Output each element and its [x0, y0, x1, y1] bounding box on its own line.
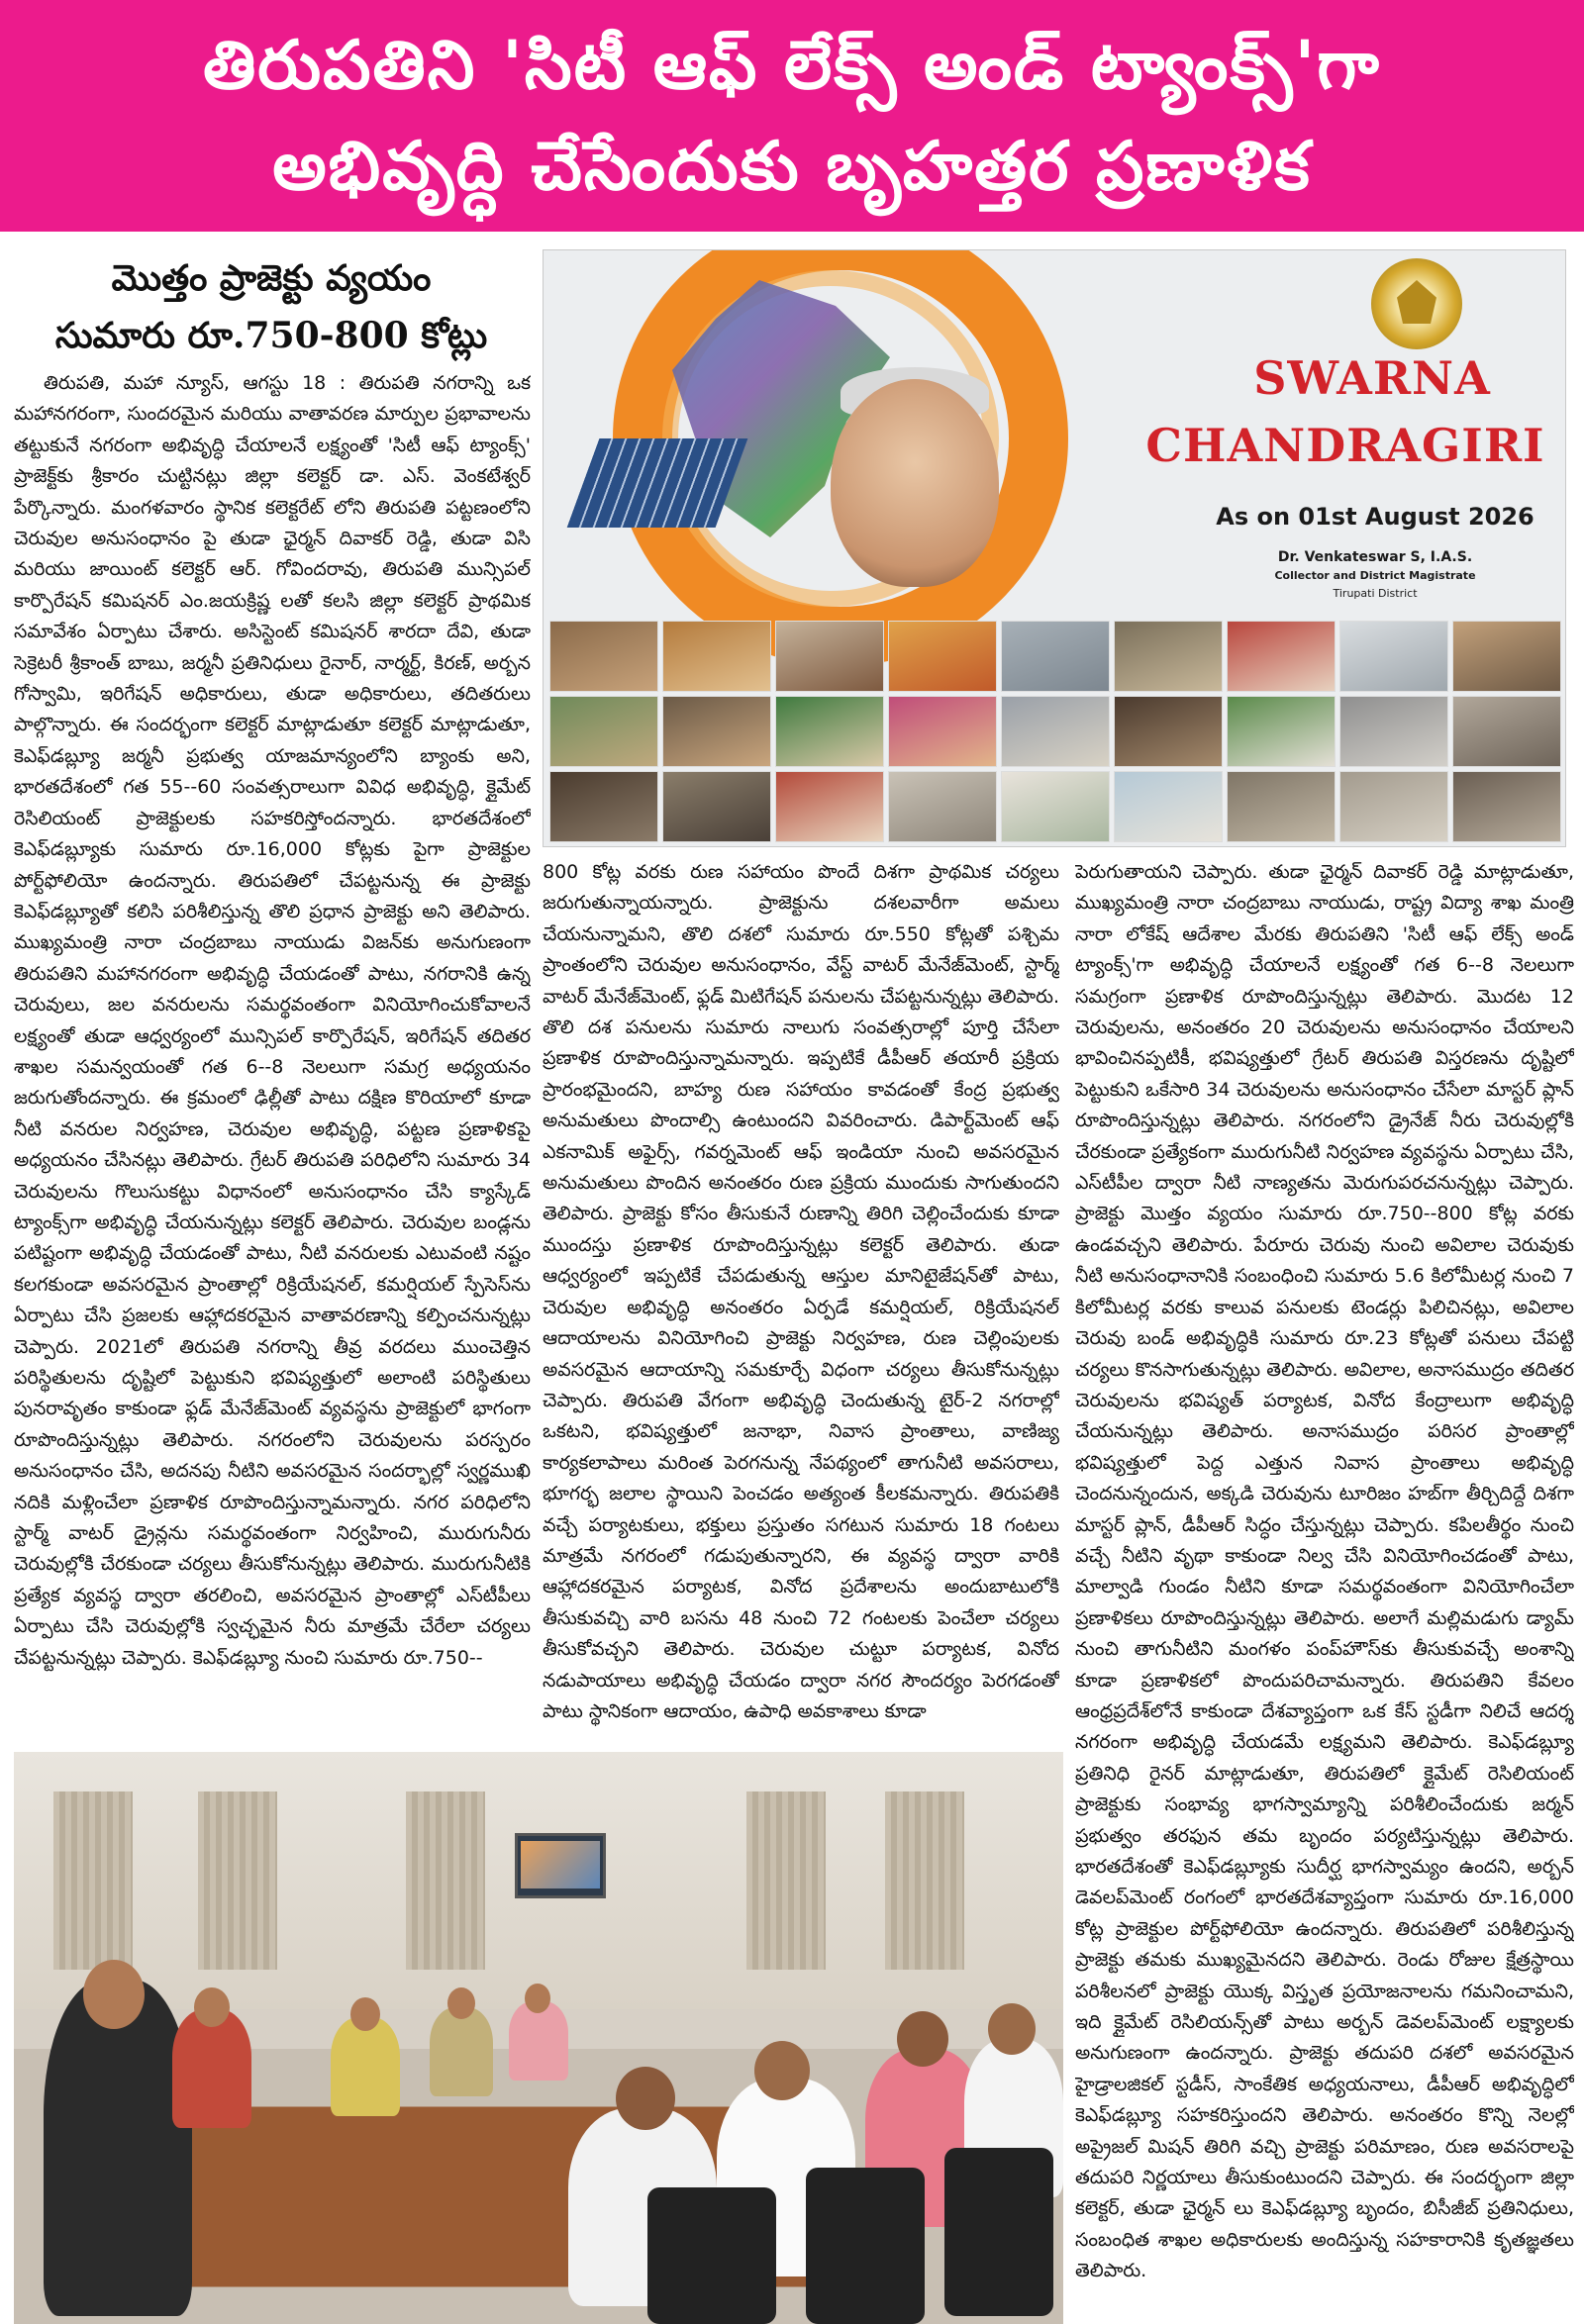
meeting-photo — [14, 1752, 1063, 2324]
person-head — [754, 2041, 810, 2100]
collage-photo — [1227, 696, 1336, 767]
curtain — [198, 1791, 277, 1970]
subheadline — [14, 249, 529, 364]
screen-content — [521, 1841, 600, 1888]
article-text-2: 800 కోట్ల వరకు రుణ సహాయం పొందే దిశగా ప్రాథమిక చర్యలు జరుగుతున్నాయన్నారు. ప్రాజెక్టును దశలవారీగా అమలు చేయనున్నామని, తొలి దశలో సుమారు రూ.550 కోట్లతో పశ్చిమ ప్రాంతంలోని చెరువుల అనుసంధానం, వేస్ట్ వాటర్ మేనేజ్‌మెంట్, స్టార్మ్ వాటర్ మేనేజ్‌మెంట్, ఫ్లడ్ మిటిగేషన్ పనులను చేపట్టనున్నట్లు తెలిపారు. తొలి దశ పనులను సుమారు నాలుగు సంవత్సరాల్లో పూర్తి చేసేలా ప్రణాళిక రూపొందిస్తున్నామన్నారు. ఇప్పటికే డీపీఆర్ తయారీ ప్రక్రియ ప్రారంభమైందని, బాహ్య రుణ సహాయం కావడంతో కేంద్ర ప్రభుత్వ అనుమతులు పొందాల్సి ఉంటుందని వివరించారు. డిపార్ట్‌మెంట్ ఆఫ్ ఎకనామిక్ అఫైర్స్, గవర్నమెంట్ ఆఫ్ ఇండియా నుంచి అవసరమైన అనుమతులు పొందిన అనంతరం రుణ ప్రక్రియ ముందుకు సాగుతుందని తెలిపారు. ప్రాజెక్టు కోసం తీసుకునే రుణాన్ని తిరిగి చెల్లించేందుకు కూడా ముందస్తు ప్రణాళిక రూపొందిస్తున్నట్లు కలెక్టర్ తెలిపారు. తుడా ఆధ్వర్యంలో ఇప్పటికే చేపడుతున్న ఆస్తుల మానిటైజేషన్‌తో పాటు, చెరువుల అభివృద్ధి అనంతరం ఏర్పడే కమర్షియల్, రిక్రియేషనల్ ఆదాయాలను వినియోగించి ప్రాజెక్టు నిర్వహణ, రుణ చెల్లింపులకు అవసరమైన ఆదాయాన్ని సమకూర్చే విధంగా చర్యలు తీసుకోనున్నట్లు చెప్పారు. తిరుపతి వేగంగా అభివృద్ధి చెందుతున్న టైర్-2 నగరాల్లో ఒకటని, భవిష్యత్తులో జనాభా, నివాస ప్రాంతాలు, వాణిజ్య కార్యకలాపాలు మరింత పెరగనున్న నేపథ్యంలో తాగునీటి అవసరాలు, భూగర్భ జలాల స్థాయిని పెంచడం అత్యంత కీలకమన్నారు. తిరుపతికి వచ్చే పర్యాటకులు, భక్తులు ప్రస్తుతం సగటున సుమారు 18 గంటలు మాత్రమే నగరంలో గడుపుతున్నారని, ఈ వ్యవస్థ ద్వారా వారికి ఆహ్లాదకరమైన పర్యాటక, వినోద ప్రదేశాలను అందుబాటులోకి తీసుకువచ్చి వారి బసను 48 నుంచి 72 గంటలకు పెంచేలా చర్యలు తీసుకోవచ్చని తెలిపారు. చెరువుల చుట్టూ పర్యాటక, వినోద నడుపాయాలు అభివృద్ధి చేయడం ద్వారా నగర సౌందర్యం పెరగడంతో పాటు స్థానికంగా ఆదాయం, ఉపాధి అవకాశాలు కూడా — [543, 861, 1059, 1722]
collage-photo — [1114, 696, 1223, 767]
collage-photo — [1452, 621, 1561, 692]
person-head — [83, 1960, 145, 2029]
collage-photo — [549, 696, 658, 767]
article-column-3 — [1075, 857, 1574, 2320]
person-seated — [430, 2007, 493, 2096]
slide-title-1: SWARNA — [1253, 351, 1491, 405]
collage-photo — [1114, 621, 1223, 692]
collage-photo — [888, 771, 997, 842]
article-text-1: తిరుపతి, మహా న్యూస్, ఆగస్టు 18 : తిరుపతి నగరాన్ని ఒక మహానగరంగా, సుందరమైన మరియు వాతావరణ మార్పుల ప్రభావాలను తట్టుకునే నగరంగా అభివృద్ధి చేయాలనే లక్ష్యంతో 'సిటీ ఆఫ్ ట్యాంక్స్' ప్రాజెక్ట్‌కు శ్రీకారం చుట్టినట్లు జిల్లా కలెక్టర్ డా. ఎస్. వెంకటేశ్వర్ పేర్కొన్నారు. మంగళవారం స్థానిక కలెక్టరేట్ లోని తిరుపతి పట్టణంలోని చెరువుల అనుసంధానం పై తుడా ఛైర్మన్ దివాకర్ రెడ్డి, తుడా విసి మరియు జాయింట్ కలెక్టర్ ఆర్. గోవిందరావు, తిరుపతి మున్సిపల్ కార్పొరేషన్ కమిషనర్ ఎం.జయక్రిష్ణ లతో కలసి జిల్లా కలెక్టర్ ప్రాథమిక సమావేశం ఏర్పాటు చేశారు. అసిస్టెంట్ కమిషనర్ శారదా దేవి, తుడా సెక్రెటరీ శ్రీకాంత్ బాబు, జర్మనీ ప్రతినిధులు రైనార్, నార్మర్ట్, కిరణ్, అర్బన గోస్వామి, ఇరిగేషన్ అధికారులు, తుడా అధికారులు, తదితరులు పాల్గొన్నారు. ఈ సందర్భంగా కలెక్టర్ మాట్లాడుతూ కలెక్టర్ మాట్లాడుతూ, కెఎఫ్‌డబ్ల్యూ జర్మనీ ప్రభుత్వ యాజమాన్యంలోని బ్యాంకు అని, భారతదేశంలో గత 55--60 సంవత్సరాలుగా వివిధ అభివృద్ధి, క్లైమేట్ రెసిలియంట్ ప్రాజెక్టులకు సహకరిస్తోందన్నారు. భారతదేశంలో కెఎఫ్‌డబ్ల్యూకు సుమారు రూ.16,000 కోట్లకు పైగా ప్రాజెక్టుల పోర్ట్‌ఫోలియో ఉందన్నారు. తిరుపతిలో చేపట్టనున్న ఈ ప్రాజెక్టు కెఎఫ్‌డబ్ల్యూతో కలిసి పరిశీలిస్తున్న తొలి ప్రధాన ప్రాజెక్టు అని తెలిపారు. ముఖ్యమంత్రి నారా చంద్రబాబు నాయుడు విజన్‌కు అనుగుణంగా తిరుపతిని మహానగరంగా అభివృద్ధి చేయడంతో పాటు, నగరానికి ఉన్న చెరువులు, జల వనరులను సమర్థవంతంగా వినియోగించుకోవాలనే లక్ష్యంతో తుడా ఆధ్వర్యంలో మున్సిపల్ కార్పొరేషన్, ఇరిగేషన్ తదితర శాఖల సమన్వయంతో గత 6--8 నెలలుగా సమగ్ర అధ్యయనం జరుగుతోందన్నారు. ఈ క్రమంలో ఢిల్లీతో పాటు దక్షిణ కొరియాలో కూడా నీటి వనరుల నిర్వహణ, చెరువుల అభివృద్ధి, పట్టణ ప్రణాళికపై అధ్యయనం చేసినట్లు తెలిపారు. గ్రేటర్ తిరుపతి పరిధిలోని సుమారు 34 చెరువులను గొలుసుకట్టు విధానంలో అనుసంధానం చేసి క్యాస్కేడ్ ట్యాంక్స్‌గా అభివృద్ధి చేయనున్నట్లు కలెక్టర్ తెలిపారు. చెరువుల బండ్లను పటిష్టంగా అభివృద్ధి చేయడంతో పాటు, నీటి వనరులకు ఎటువంటి నష్టం కలగకుండా అవసరమైన ప్రాంతాల్లో రిక్రియేషనల్, కమర్షియల్ స్పేసెస్‌ను ఏర్పాటు చేసి ప్రజలకు ఆహ్లాదకరమైన వాతావరణాన్ని కల్పించనున్నట్లు చెప్పారు. 2021లో తిరుపతి నగరాన్ని తీవ్ర వరదలు ముంచెత్తిన పరిస్థితులను దృష్టిలో పెట్టుకుని భవిష్యత్తులో అలాంటి పరిస్థితులు పునరావృతం కాకుండా ఫ్లడ్ మేనేజ్‌మెంట్ వ్యవస్థను ప్రాజెక్టులో భాగంగా రూపొందిస్తున్నట్లు తెలిపారు. నగరంలోని చెరువులను పరస్పరం అనుసంధానం చేసి, అదనపు నీటిని అవసరమైన సందర్భాల్లో స్వర్ణముఖి నదికి మళ్లించేలా ప్రణాళిక రూపొందిస్తున్నామన్నారు. నగర పరిధిలోని స్టార్మ్ వాటర్ డ్రైన్లను సమర్థవంతంగా నిర్వహించి, మురుగునీరు చెరువుల్లోకి చేరకుండా చర్యలు తీసుకోనున్నట్లు తెలిపారు. మురుగునీటికి ప్రత్యేక వ్యవస్థ ద్వారా తరలించి, అవసరమైన ప్రాంతాల్లో ఎస్‌టీపీలు ఏర్పాటు చేసి చెరువుల్లోకి స్వచ్ఛమైన నీరు మాత్రమే చేరేలా చర్యలు చేపట్టనున్నట్లు చెప్పారు. కెఎఫ్‌డబ్ల్యూ నుంచి సుమారు రూ.750-- — [14, 372, 531, 1669]
curtain — [406, 1791, 485, 1970]
slide-title-2: CHANDRAGIRI — [1145, 419, 1545, 472]
collage-photo — [1452, 771, 1561, 842]
article-column-2 — [543, 857, 1059, 1738]
collage-photo — [1339, 621, 1448, 692]
portrait-photo — [831, 379, 999, 587]
collage-photo — [662, 771, 771, 842]
photo-collage — [549, 621, 1561, 842]
person-head — [616, 2067, 675, 2130]
collage-photo — [775, 696, 884, 767]
person-head — [988, 2003, 1036, 2055]
curtain — [746, 1791, 826, 1970]
collage-photo — [662, 696, 771, 767]
curtain — [53, 1791, 133, 1970]
office-chair — [806, 2168, 925, 2324]
collage-photo — [1001, 621, 1110, 692]
article-text-3: పెరుగుతాయని చెప్పారు. తుడా ఛైర్మన్ దివాకర్ రెడ్డి మాట్లాడుతూ, ముఖ్యమంత్రి నారా చంద్రబాబు నాయుడు, రాష్ట్ర విద్యా శాఖ మంత్రి నారా లోకేష్ ఆదేశాల మేరకు తిరుపతిని 'సిటీ ఆఫ్ లేక్స్ అండ్ ట్యాంక్స్'గా అభివృద్ధి చేయాలనే లక్ష్యంతో గత 6--8 నెలలుగా సమగ్రంగా ప్రణాళిక రూపొందిస్తున్నట్లు తెలిపారు. మొదట 12 చెరువులను, అనంతరం 20 చెరువులను అనుసంధానం చేయాలని భావించినప్పటికీ, భవిష్యత్తులో గ్రేటర్ తిరుపతి విస్తరణను దృష్టిలో పెట్టుకుని ఒకేసారి 34 చెరువులను అనుసంధానం చేసేలా మాస్టర్ ప్లాన్ రూపొందిస్తున్నట్లు తెలిపారు. నగరంలోని డ్రైనేజ్ నీరు చెరువుల్లోకి చేరకుండా ప్రత్యేకంగా మురుగునీటి నిర్వహణ వ్యవస్థను ఏర్పాటు చేసి, ఎస్‌టీపీల ద్వారా నీటి నాణ్యతను మెరుగుపరచనున్నట్లు చెప్పారు. ప్రాజెక్టు మొత్తం వ్యయం సుమారు రూ.750--800 కోట్ల వరకు ఉండవచ్చని తెలిపారు. పేరూరు చెరువు నుంచి అవిలాల చెరువుకు నీటి అనుసంధానానికి సంబంధించి సుమారు 5.6 కిలోమీటర్ల నుంచి 7 కిలోమీటర్ల వరకు కాలువ పనులకు టెండర్లు పిలిచినట్లు, అవిలాల చెరువు బండ్ అభివృద్ధికి సుమారు రూ.23 కోట్లతో పనులు చేపట్టి చర్యలు కొనసాగుతున్నట్లు తెలిపారు. అవిలాల, అనాసముద్రం తదితర చెరువులను భవిష్యత్ పర్యాటక, వినోద కేంద్రాలుగా అభివృద్ధి చేయనున్నట్లు తెలిపారు. అనాసముద్రం పరిసర ప్రాంతాల్లో భవిష్యత్తులో పెద్ద ఎత్తున నివాస ప్రాంతాలు అభివృద్ధి చెందనున్నందున, అక్కడి చెరువును టూరిజం హబ్‌గా తీర్చిదిద్దే దిశగా మాస్టర్ ప్లాన్, డీపీఆర్ సిద్ధం చేస్తున్నట్లు చెప్పారు. కపిలతీర్థం నుంచి వచ్చే నీటిని వృథా కాకుండా నిల్వ చేసి వినియోగించడంతో పాటు, మాల్వాడి గుండం నీటిని కూడా సమర్థవంతంగా వినియోగించేలా ప్రణాళికలు రూపొందిస్తున్నట్లు తెలిపారు. అలాగే మల్లిమడుగు డ్యామ్ నుంచి తాగునీటిని మంగళం పంప్‌హౌస్‌కు తీసుకువచ్చే అంశాన్ని కూడా ప్రణాళికలో పొందుపరిచామన్నారు. తిరుపతిని కేవలం ఆంధ్రప్రదేశ్‌లోనే కాకుండా దేశవ్యాప్తంగా ఒక కేస్ స్టడీగా నిలిచే ఆదర్శ నగరంగా అభివృద్ధి చేయడమే లక్ష్యమని తెలిపారు. కెఎఫ్‌డబ్ల్యూ ప్రతినిధి రైనర్ మాట్లాడుతూ, తిరుపతిలో క్లైమేట్ రెసిలియంట్ ప్రాజెక్టుకు సంభావ్య భాగస్వామ్యాన్ని పరిశీలించేందుకు జర్మన్ ప్రభుత్వం తరఫున తమ బృందం పర్యటిస్తున్నట్లు తెలిపారు. భారతదేశంతో కెఎఫ్‌డబ్ల్యూకు సుదీర్ఘ భాగస్వామ్యం ఉందని, అర్బన్ డెవలప్‌మెంట్ రంగంలో భారతదేశవ్యాప్తంగా సుమారు రూ.16,000 కోట్ల ప్రాజెక్టుల పోర్ట్‌ఫోలియో ఉందన్నారు. తిరుపతిలో పరిశీలిస్తున్న ప్రాజెక్టు తమకు ముఖ్యమైనదని తెలిపారు. రెండు రోజుల క్షేత్రస్థాయి పరిశీలనలో ప్రాజెక్టు యొక్క విస్తృత ప్రయోజనాలను గమనించామని, ఇది క్లైమేట్ రెసిలియన్స్‌తో పాటు అర్బన్ డెవలప్‌మెంట్ లక్ష్యాలకు అనుగుణంగా ఉందన్నారు. ప్రాజెక్టు తదుపరి దశలో అవసరమైన హైడ్రాలజికల్ స్టడీస్, సాంకేతిక అధ్యయనాలు, డీపీఆర్ అభివృద్ధిలో కెఎఫ్‌డబ్ల్యూ సహకరిస్తుందని తెలిపారు. అనంతరం కొన్ని నెలల్లో అప్రైజల్ మిషన్ తిరిగి వచ్చి ప్రాజెక్టు పరిమాణం, రుణ అవసరాలపై తదుపరి నిర్ణయాలు తీసుకుంటుందని చెప్పారు. ఈ సందర్భంగా జిల్లా కలెక్టర్, తుడా ఛైర్మన్ లు కెఎఫ్‌డబ్ల్యూ బృందం, బిసీజీబ్ ప్రతినిధులు, సంబంధిత శాఖల అధికారులకు అందిస్తున్న సహకారానికి కృతజ్ఞతలు తెలిపారు. — [1075, 861, 1574, 2282]
person-seated — [509, 2001, 568, 2081]
swarna-chandragiri-slide — [543, 249, 1566, 847]
headline-line-2: అభివృద్ధి చేసేందుకు బృహత్తర ప్రణాళిక — [272, 128, 1312, 206]
person-head — [897, 2011, 948, 2067]
headline-line-1: తిరుపతిని 'సిటీ ఆఫ్ లేక్స్ అండ్ ట్యాంక్స్'గా — [203, 27, 1381, 105]
collage-photo — [1227, 771, 1336, 842]
collage-photo — [1001, 696, 1110, 767]
collage-photo — [662, 621, 771, 692]
person-head — [447, 1987, 475, 2019]
subheadline-line-1: మొత్తం ప్రాజెక్టు వ్యయం — [111, 257, 432, 299]
person-head — [525, 1984, 550, 2013]
person-seated — [331, 2017, 400, 2116]
person-head — [194, 1987, 230, 2027]
collage-photo — [1227, 621, 1336, 692]
collage-photo — [1339, 696, 1448, 767]
collage-photo — [1452, 696, 1561, 767]
officer-role: Collector and District Magistrate — [1274, 569, 1476, 582]
collage-photo — [775, 771, 884, 842]
subheadline-line-2: సుమారు రూ.750-800 కోట్లు — [54, 315, 488, 356]
person-seated — [172, 2009, 251, 2128]
collage-photo — [1114, 771, 1223, 842]
collage-photo — [888, 696, 997, 767]
office-chair — [944, 2148, 1053, 2316]
article-column-1 — [14, 368, 531, 1738]
headline-banner — [0, 0, 1584, 232]
collage-photo — [549, 621, 658, 692]
collage-photo — [549, 771, 658, 842]
collage-photo — [888, 621, 997, 692]
collage-photo — [775, 621, 884, 692]
officer-name: Dr. Venkateswar S, I.A.S. — [1277, 549, 1473, 565]
person-collector — [44, 1980, 192, 2316]
curtain — [885, 1791, 964, 1970]
district-name: Tirupati District — [1333, 587, 1418, 600]
person-head — [350, 1997, 380, 2031]
office-chair — [647, 2187, 776, 2324]
slide-date: As on 01st August 2026 — [1216, 503, 1534, 531]
collage-photo — [1001, 771, 1110, 842]
collage-photo — [1339, 771, 1448, 842]
